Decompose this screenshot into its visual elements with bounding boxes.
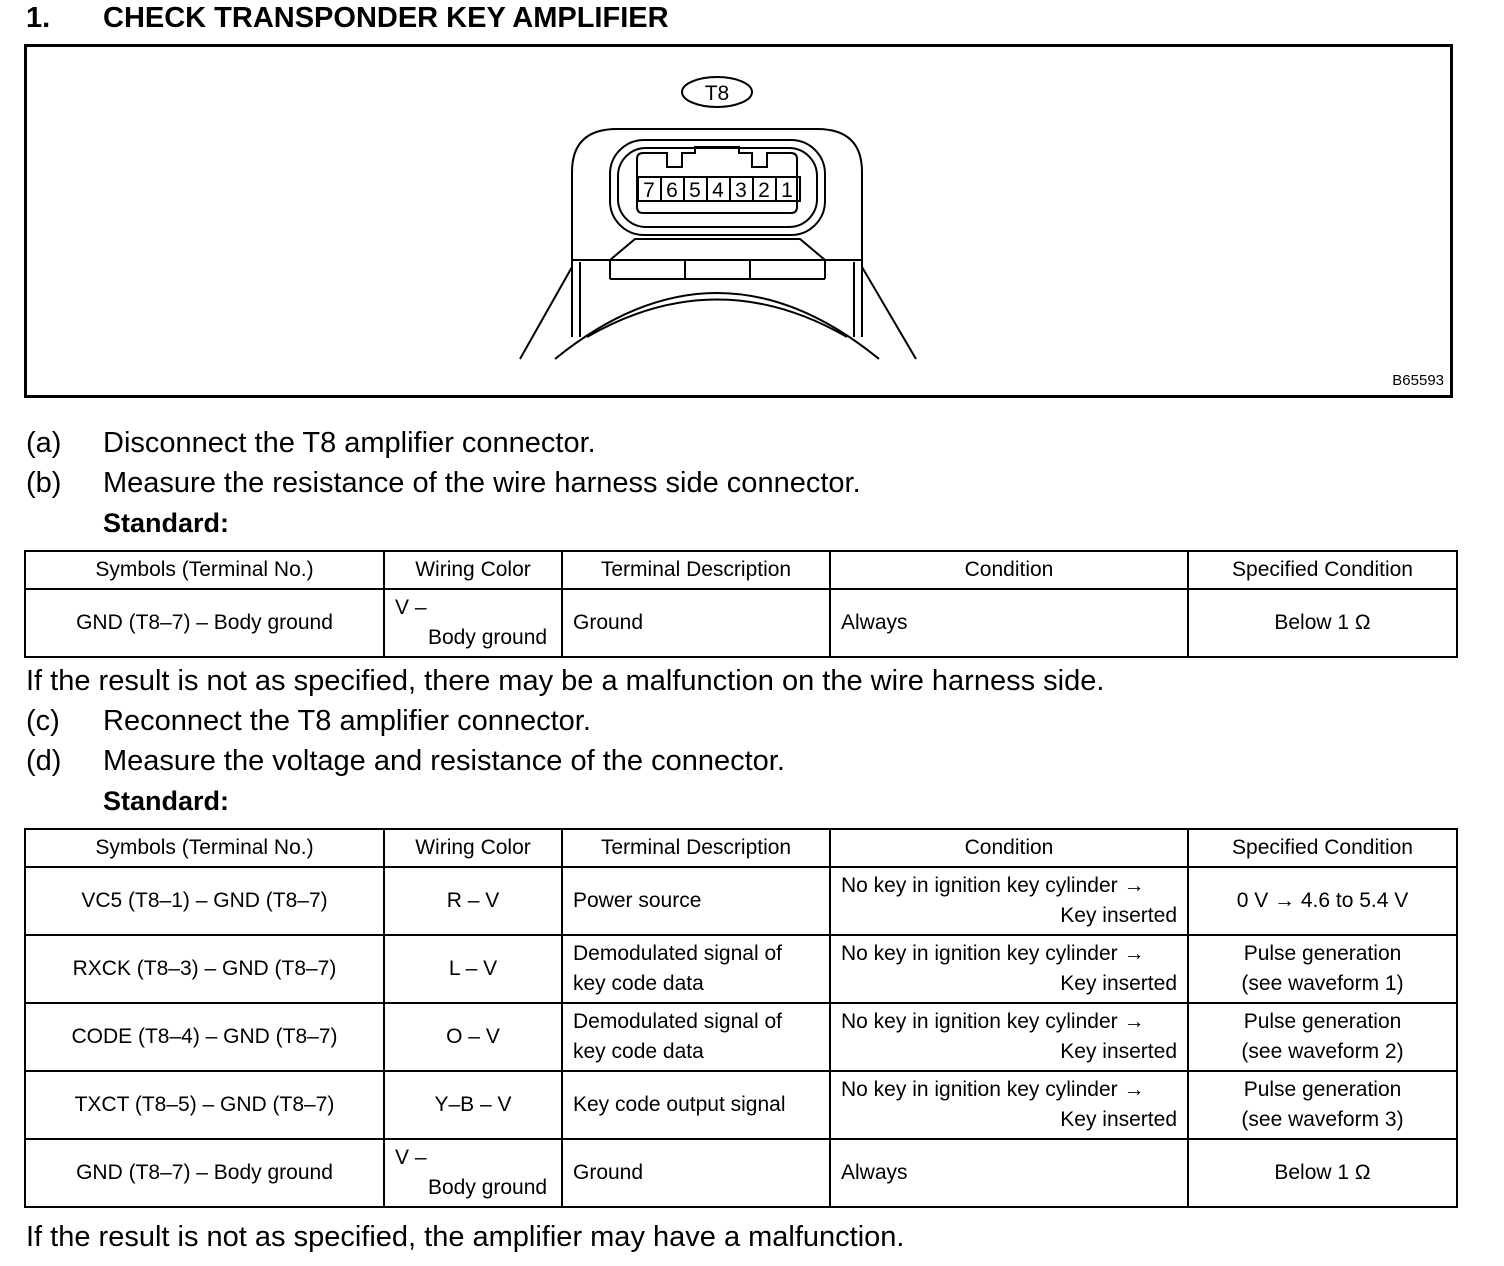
table-header-row	[25, 829, 1457, 867]
symbol-cell: GND (T8–7) – Body ground	[25, 1139, 384, 1207]
header-cell: Condition	[830, 829, 1188, 867]
spec-cell: Below 1 Ω	[1188, 589, 1457, 657]
step-text: Reconnect the T8 amplifier connector.	[103, 705, 591, 737]
connector-figure	[24, 44, 1453, 398]
pin-number: 6	[666, 179, 678, 202]
step-text: Measure the resistance of the wire harness side connector.	[103, 467, 861, 499]
condition-cell: Always	[830, 1139, 1188, 1207]
step-label: (a)	[26, 427, 62, 459]
pin-number: 5	[689, 179, 701, 202]
spec-table-2	[24, 828, 1458, 1208]
step-text: Disconnect the T8 amplifier connector.	[103, 427, 596, 459]
connector-label: T8	[704, 82, 730, 105]
description-cell: Ground	[562, 589, 830, 657]
heading-title: CHECK TRANSPONDER KEY AMPLIFIER	[103, 2, 669, 34]
header-cell: Terminal Description	[562, 829, 830, 867]
wiring-color-cell: L – V	[384, 935, 562, 1003]
table-row	[25, 589, 1457, 657]
header-cell: Symbols (Terminal No.)	[25, 829, 384, 867]
header-cell: Condition	[830, 551, 1188, 589]
figure-code: B65593	[1392, 372, 1444, 389]
spec-table-1	[24, 550, 1458, 658]
table-row	[25, 935, 1457, 1003]
table-row	[25, 867, 1457, 935]
wiring-color-cell: V – Body ground	[384, 589, 562, 657]
condition-cell: No key in ignition key cylinder → Key inserted	[830, 1003, 1188, 1071]
symbol-cell: CODE (T8–4) – GND (T8–7)	[25, 1003, 384, 1071]
description-cell: Demodulated signal of key code data	[562, 1003, 830, 1071]
table-row	[25, 1003, 1457, 1071]
table-row	[25, 1139, 1457, 1207]
description-cell: Demodulated signal of key code data	[562, 935, 830, 1003]
spec-cell: Below 1 Ω	[1188, 1139, 1457, 1207]
condition-cell: No key in ignition key cylinder → Key inserted	[830, 867, 1188, 935]
step-label: (c)	[26, 705, 60, 737]
header-cell: Wiring Color	[384, 551, 562, 589]
spec-cell: Pulse generation (see waveform 1)	[1188, 935, 1457, 1003]
header-cell: Terminal Description	[562, 551, 830, 589]
header-cell: Wiring Color	[384, 829, 562, 867]
table-header-row	[25, 551, 1457, 589]
condition-cell: No key in ignition key cylinder → Key inserted	[830, 935, 1188, 1003]
wiring-color-cell: V – Body ground	[384, 1139, 562, 1207]
note-2: If the result is not as specified, the amplifier may have a malfunction.	[26, 1221, 905, 1253]
symbol-cell: VC5 (T8–1) – GND (T8–7)	[25, 867, 384, 935]
spec-cell: Pulse generation (see waveform 2)	[1188, 1003, 1457, 1071]
pin-number: 3	[735, 179, 747, 202]
step-a	[26, 427, 596, 460]
pin-number: 1	[781, 179, 793, 202]
step-label: (d)	[26, 745, 62, 777]
step-label: (b)	[26, 467, 62, 499]
header-cell: Specified Condition	[1188, 551, 1457, 589]
heading-number: 1.	[26, 2, 51, 34]
step-c	[26, 705, 591, 738]
header-cell: Symbols (Terminal No.)	[25, 551, 384, 589]
spec-cell: Pulse generation (see waveform 3)	[1188, 1071, 1457, 1139]
condition-cell: Always	[830, 589, 1188, 657]
note-1: If the result is not as specified, there may be a malfunction on the wire harness side.	[26, 665, 1105, 697]
standard-label: Standard:	[103, 786, 230, 816]
spec-cell: 0 V → 4.6 to 5.4 V	[1188, 867, 1457, 935]
standard-label: Standard:	[103, 508, 230, 538]
symbol-cell: RXCK (T8–3) – GND (T8–7)	[25, 935, 384, 1003]
step-text: Measure the voltage and resistance of the connector.	[103, 745, 785, 777]
step-b	[26, 467, 861, 500]
symbol-cell: GND (T8–7) – Body ground	[25, 589, 384, 657]
wiring-color-cell: O – V	[384, 1003, 562, 1071]
description-cell: Key code output signal	[562, 1071, 830, 1139]
wiring-color-cell: Y–B – V	[384, 1071, 562, 1139]
step-d	[26, 745, 785, 778]
description-cell: Ground	[562, 1139, 830, 1207]
pin-number: 2	[758, 179, 770, 202]
description-cell: Power source	[562, 867, 830, 935]
header-cell: Specified Condition	[1188, 829, 1457, 867]
symbol-cell: TXCT (T8–5) – GND (T8–7)	[25, 1071, 384, 1139]
connector-diagram	[27, 47, 1450, 395]
pin-number: 7	[643, 179, 655, 202]
table-row	[25, 1071, 1457, 1139]
condition-cell: No key in ignition key cylinder → Key inserted	[830, 1071, 1188, 1139]
pin-number: 4	[712, 179, 724, 202]
wiring-color-cell: R – V	[384, 867, 562, 935]
